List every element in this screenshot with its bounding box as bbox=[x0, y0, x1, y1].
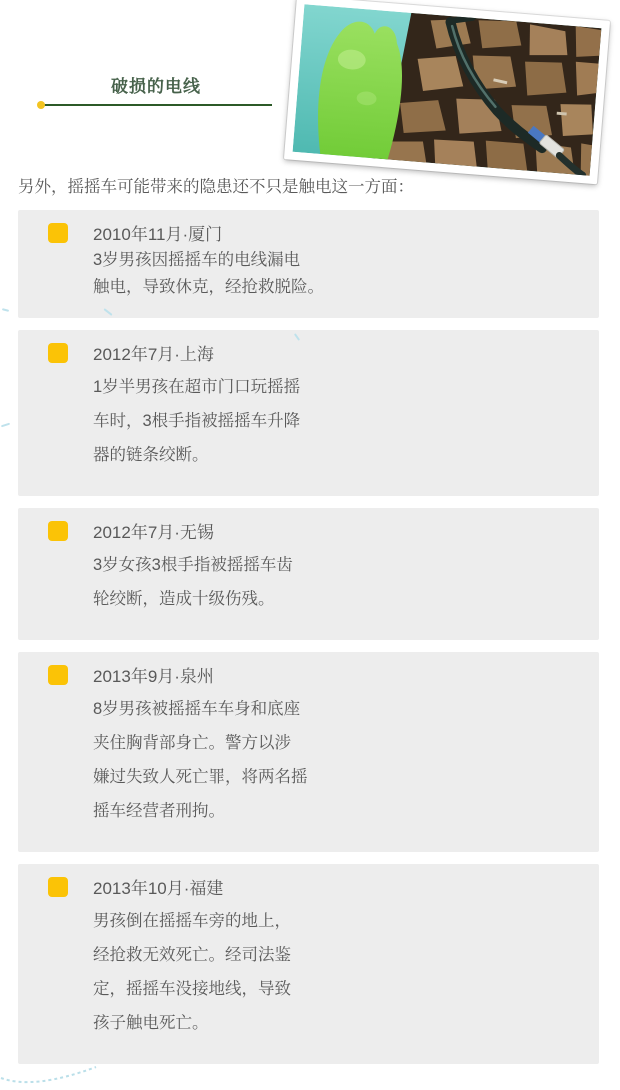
incident-body bbox=[93, 692, 579, 828]
bullet-square-icon bbox=[48, 665, 68, 685]
incident-card bbox=[18, 330, 599, 496]
incident-title: 2013年10月·福建 bbox=[93, 879, 224, 898]
bullet-square-icon bbox=[48, 877, 68, 897]
caption-divider-line bbox=[40, 104, 272, 106]
incident-line: 夹住胸背部身亡。警方以涉 bbox=[93, 734, 291, 752]
incident-line: 嫌过失致人死亡罪，将两名摇 bbox=[93, 768, 308, 786]
incident-body bbox=[93, 548, 579, 616]
section-caption bbox=[40, 72, 272, 106]
incident-title: 2010年11月·厦门 bbox=[93, 225, 223, 244]
incident-line: 孩子触电死亡。 bbox=[93, 1014, 209, 1032]
incident-title: 2013年9月·泉州 bbox=[93, 667, 214, 686]
incident-card bbox=[18, 652, 599, 852]
incident-line: 器的链条绞断。 bbox=[93, 446, 209, 464]
incident-card bbox=[18, 210, 599, 318]
damaged-wire-illustration bbox=[293, 4, 602, 175]
section-caption-label: 破损的电线 bbox=[111, 77, 201, 96]
incident-title: 2012年7月·上海 bbox=[93, 345, 214, 364]
caption-dot-icon bbox=[37, 101, 45, 109]
deco-wave-icon bbox=[0, 1064, 110, 1090]
incident-body bbox=[93, 370, 579, 472]
incident-line: 车时，3根手指被摇摇车升降 bbox=[93, 412, 301, 430]
incident-line: 摇车经营者刑拘。 bbox=[93, 802, 225, 820]
incident-line: 经抢救无效死亡。经司法鉴 bbox=[93, 946, 291, 964]
bullet-square-icon bbox=[48, 343, 68, 363]
incident-body bbox=[93, 247, 579, 301]
intro-paragraph: 另外，摇摇车可能带来的隐患还不只是触电这一方面： bbox=[18, 178, 414, 196]
incident-list bbox=[0, 210, 620, 1064]
incident-line: 男孩倒在摇摇车旁的地上， bbox=[93, 912, 291, 930]
incident-title: 2012年7月·无锡 bbox=[93, 523, 214, 542]
bullet-square-icon bbox=[48, 521, 68, 541]
incident-line: 定，摇摇车没接地线，导致 bbox=[93, 980, 291, 998]
incident-line: 1岁半男孩在超市门口玩摇摇 bbox=[93, 378, 301, 396]
incident-line: 3岁男孩因摇摇车的电线漏电 bbox=[93, 251, 301, 269]
incident-card bbox=[18, 864, 599, 1064]
incident-card bbox=[18, 508, 599, 640]
article-header bbox=[0, 0, 620, 170]
incident-line: 轮绞断，造成十级伤残。 bbox=[93, 590, 275, 608]
incident-line: 触电，导致休克，经抢救脱险。 bbox=[93, 278, 324, 296]
damaged-wire-photo[interactable] bbox=[284, 0, 610, 184]
bullet-square-icon bbox=[48, 223, 68, 243]
incident-body bbox=[93, 904, 579, 1040]
incident-line: 3岁女孩3根手指被摇摇车齿 bbox=[93, 556, 293, 574]
incident-line: 8岁男孩被摇摇车车身和底座 bbox=[93, 700, 301, 718]
